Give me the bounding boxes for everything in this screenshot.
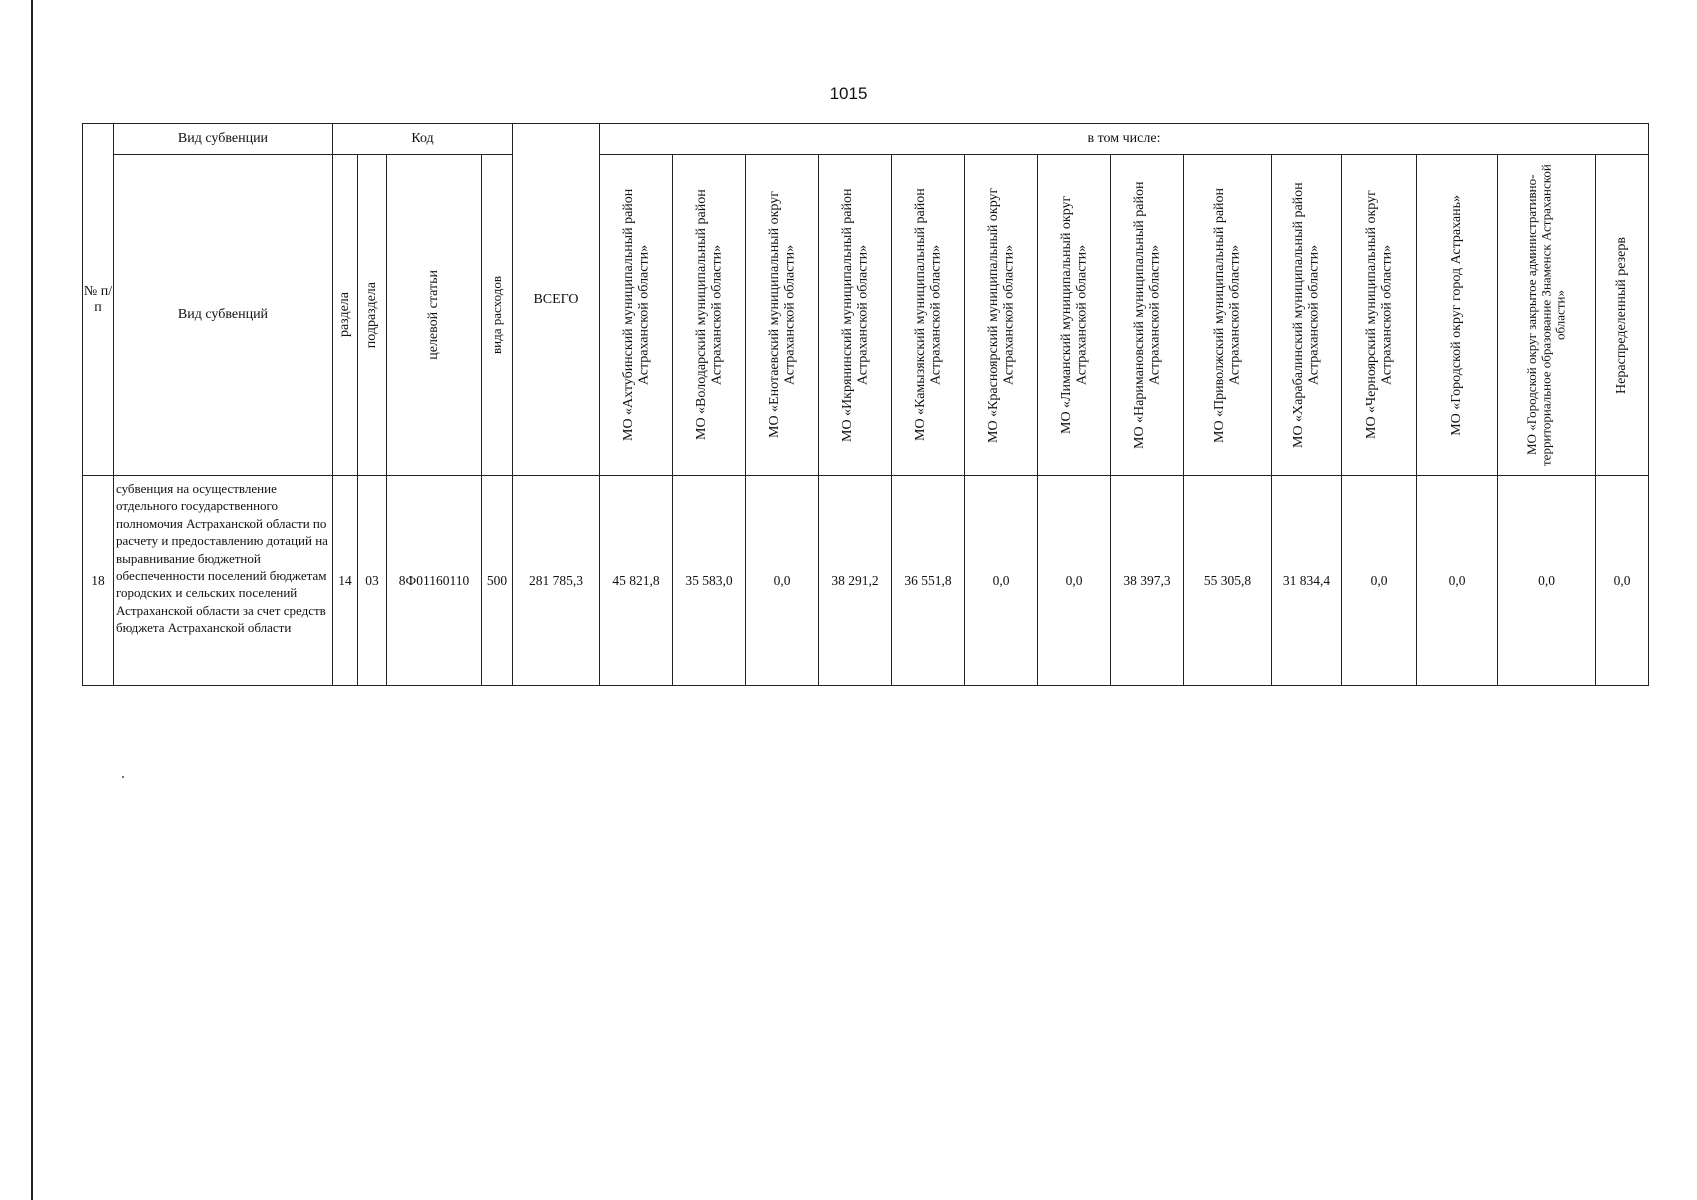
row-value: 35 583,0 xyxy=(673,476,746,686)
header-code-group: Код xyxy=(333,124,513,155)
header-municipality: МО «Харабалинский муниципальный район Астраханской области» xyxy=(1291,182,1322,448)
header-municipality: МО «Черноярский муниципальный округ Астраханской области» xyxy=(1363,190,1394,440)
row-value: 0,0 xyxy=(1342,476,1417,686)
header-code-section-cell xyxy=(333,155,358,476)
header-code-subsection-cell xyxy=(358,155,387,476)
row-code-subsection: 03 xyxy=(358,476,387,686)
row-value: 38 291,2 xyxy=(819,476,892,686)
row-value: 0,0 xyxy=(1498,476,1596,686)
row-value: 45 821,8 xyxy=(600,476,673,686)
header-subsidy-type-group: Вид субвенции xyxy=(114,124,333,155)
header-code-subsection: подраздела xyxy=(364,281,380,349)
header-municipality-cell xyxy=(892,155,965,476)
header-municipality: МО «Лиманский муниципальный округ Астраханской области» xyxy=(1058,195,1089,435)
header-municipality: МО «Наримановский муниципальный район Астраханской области» xyxy=(1131,181,1162,449)
header-municipality-cell xyxy=(1184,155,1272,476)
header-municipality-cell xyxy=(819,155,892,476)
header-including: в том числе: xyxy=(600,124,1649,155)
header-municipality-cell xyxy=(746,155,819,476)
row-code-section: 14 xyxy=(333,476,358,686)
header-municipality: МО «Володарский муниципальный район Астраханской области» xyxy=(693,189,724,441)
header-municipality-cell xyxy=(1417,155,1498,476)
row-description: субвенция на осуществление отдельного государственного полномочия Астраханской области по расчету и предоставлению дотаций на выравнивание бюджетной обеспеченности поселений бюджетам городских и сельских поселений Астраханской области за счет средств бюджета Астраханской области xyxy=(114,476,333,686)
header-row-number: № п/п xyxy=(83,124,114,476)
header-municipality-cell xyxy=(1038,155,1111,476)
header-municipality: МО «Камызякский муниципальный район Астраханской области» xyxy=(912,188,943,442)
header-municipality-cell xyxy=(600,155,673,476)
header-municipality-cell xyxy=(1342,155,1417,476)
header-code-target-cell xyxy=(387,155,482,476)
header-code-section: раздела xyxy=(337,292,353,338)
page-number: 1015 xyxy=(829,84,868,103)
header-municipality: МО «Красноярский муниципальный округ Астраханской области» xyxy=(985,187,1016,443)
header-code-target: целевой статьи xyxy=(426,270,442,360)
header-municipality-cell xyxy=(1111,155,1184,476)
header-subsidy-type: Вид субвенций xyxy=(114,155,333,476)
header-code-expense-cell xyxy=(482,155,513,476)
subsidy-table xyxy=(82,123,1649,686)
header-municipality-cell xyxy=(673,155,746,476)
header-municipality: МО «Енотаевский муниципальный округ Астраханской области» xyxy=(766,191,797,439)
header-municipality-cell xyxy=(965,155,1038,476)
row-code-expense: 500 xyxy=(482,476,513,686)
header-total: ВСЕГО xyxy=(513,124,600,476)
row-code-target: 8Ф01160110 xyxy=(387,476,482,686)
header-municipality: МО «Городской округ город Астрахань» xyxy=(1449,194,1465,436)
row-value: 0,0 xyxy=(1417,476,1498,686)
header-code-expense: вида расходов xyxy=(488,276,504,354)
row-value: 36 551,8 xyxy=(892,476,965,686)
row-number: 18 xyxy=(83,476,114,686)
row-value: 31 834,4 xyxy=(1272,476,1342,686)
header-municipality: МО «Икрянинский муниципальный район Астраханской области» xyxy=(839,188,870,442)
row-value: 0,0 xyxy=(1596,476,1649,686)
page-margin-line xyxy=(31,0,33,1200)
header-municipality-cell xyxy=(1498,155,1596,476)
row-value: 0,0 xyxy=(1038,476,1111,686)
row-value: 55 305,8 xyxy=(1184,476,1272,686)
header-reserve-cell xyxy=(1596,155,1649,476)
header-municipality: МО «Приволжский муниципальный район Астраханской области» xyxy=(1212,187,1243,443)
row-value: 38 397,3 xyxy=(1111,476,1184,686)
header-municipality-cell xyxy=(1272,155,1342,476)
header-municipality: МО «Городской округ закрытое административно-территориальное образование Знаменск Астраханской области» xyxy=(1524,164,1568,466)
row-value: 0,0 xyxy=(965,476,1038,686)
row-value: 0,0 xyxy=(746,476,819,686)
scan-speck xyxy=(122,776,124,778)
header-municipality: МО «Ахтубинский муниципальный район Астраханской области» xyxy=(620,188,651,442)
header-reserve: Нераспределенный резерв xyxy=(1614,236,1630,394)
row-total: 281 785,3 xyxy=(513,476,600,686)
